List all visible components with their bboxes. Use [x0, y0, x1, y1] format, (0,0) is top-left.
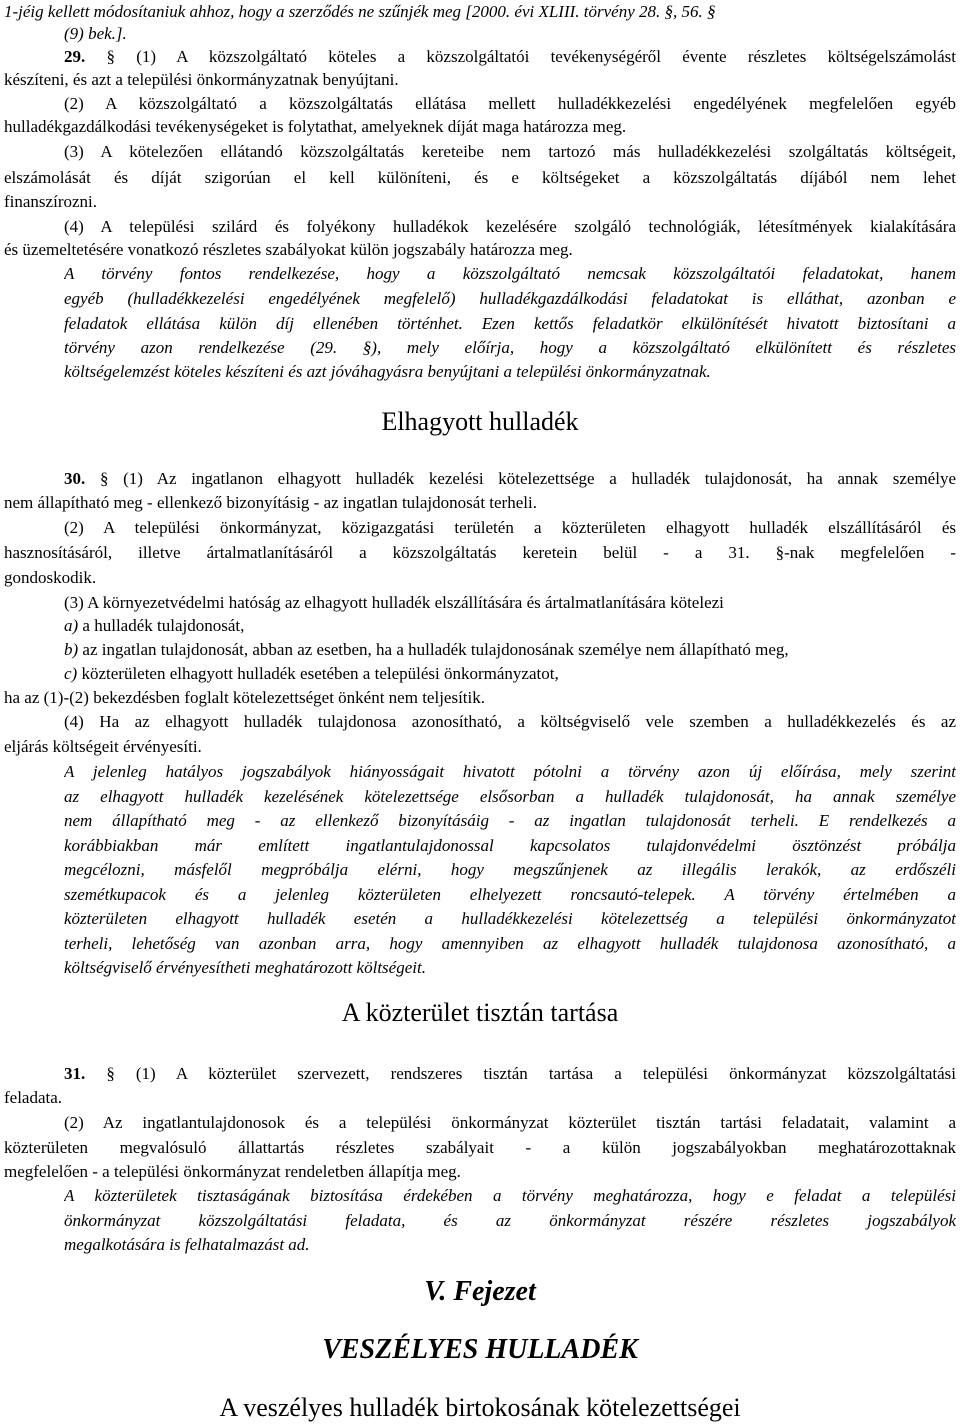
document-line: hasznosításáról, illetve ártalmatlanításáról a közszolgáltatás keretein belül - a 31. §-nak megfelelően - — [4, 543, 956, 562]
document-line: (3) A környezetvédelmi hatóság az elhagyott hulladék elszállítására és ártalmatlanítására kötelezi — [64, 593, 724, 612]
document-line: szemétkupacok és a jelenleg közterületen elhelyezett roncsautó-telepek. A törvény értelmében a — [64, 885, 956, 904]
section-heading: VESZÉLYES HULLADÉK — [322, 1334, 638, 1365]
section-heading: A közterület tisztán tartása — [341, 998, 619, 1027]
document-line: 29. § (1) A közszolgáltató köteles a közszolgáltatói tevékenységéről évente részletes költségelszámolást — [64, 47, 956, 66]
document-line: finanszírozni. — [4, 192, 97, 211]
document-line: közterületen megvalósuló állattartás részletes szabályait - a külön jogszabályokban meghatározottaknak — [4, 1138, 956, 1157]
document-line: hulladékgazdálkodási tevékenységeket is folytathat, amelyeknek díját maga határozza meg. — [4, 117, 627, 136]
document-line: költségviselő érvényesítheti meghatározott költségeit. — [64, 958, 426, 977]
document-line: (9) bek.]. — [64, 24, 127, 43]
document-line: feladatok ellátása külön díj ellenében történhet. Ezen kettős feladatkör elkülönítését hivatott biztosítani a — [64, 314, 956, 333]
document-line: A közterületek tisztaságának biztosítása érdekében a törvény meghatározza, hogy e feladat a települési — [64, 1186, 956, 1205]
document-line: terheli, lehetőség van azonban arra, hogy amennyiben az elhagyott hulladék tulajdonosa azonosítható, a — [64, 934, 956, 953]
document-line: megcélozni, másfelől megpróbálja elérni, hogy megszűnjenek az illegális lerakók, az erdőszéli — [64, 860, 956, 879]
document-line: és üzemeltetésére vonatkozó részletes szabályokat külön jogszabály határozza meg. — [4, 240, 573, 259]
document-line: közterületen elhagyott hulladék esetén a hulladékkezelési kötelezettség a települési önkormányzatot — [64, 909, 956, 928]
document-line: (3) A kötelezően ellátandó közszolgáltatás kereteibe nem tartozó más hulladékkezelési szolgáltatás költségeit, — [64, 142, 956, 161]
document-line: a) a hulladék tulajdonosát, — [64, 616, 245, 635]
section-heading: A veszélyes hulladék birtokosának kötelezettségei — [219, 1393, 741, 1422]
document-line: eljárás költségeit érvényesíti. — [4, 737, 202, 756]
document-line: egyéb (hulladékkezelési engedélyének megfelelő) hulladékgazdálkodási feladatokat is elláthat, azonban e — [64, 289, 956, 308]
document-line: b) az ingatlan tulajdonosát, abban az esetben, ha a hulladék tulajdonosának személye nem állapítható meg, — [64, 640, 789, 659]
document-line: elszámolását és díját szigorúan el kell különíteni, és e költségeket a közszolgáltatás díjából nem lehet — [4, 168, 956, 187]
document-line: feladata. — [4, 1088, 63, 1107]
document-line: A törvény fontos rendelkezése, hogy a közszolgáltató nemcsak közszolgáltatói feladatokat, hanem — [64, 264, 956, 283]
document-line: törvény azon rendelkezése (29. §), mely előírja, hogy a közszolgáltató elkülönített és részletes — [64, 338, 956, 357]
document-line: (4) A települési szilárd és folyékony hulladékok kezelésére szolgáló technológiák, létesítmények kialakítására — [64, 217, 956, 236]
document-line: 1-jéig kellett módosítaniuk ahhoz, hogy a szerződés ne szűnjék meg [2000. évi XLIII. törvény 28. §, 56. § — [4, 2, 716, 21]
document-line: ha az (1)-(2) bekezdésben foglalt kötelezettséget önként nem teljesítik. — [4, 688, 485, 707]
document-line: megalkotására is felhatalmazást ad. — [64, 1235, 310, 1254]
document-line: A jelenleg hatályos jogszabályok hiányosságait hivatott pótolni a törvény azon új előírása, mely szerint — [64, 762, 956, 781]
document-line: korábbiakban már említett ingatlantulajdonossal kapcsolatos tulajdonvédelmi ösztönzést próbálja — [64, 836, 956, 855]
document-line: c) közterületen elhagyott hulladék esetében a települési önkormányzatot, — [64, 664, 559, 683]
document-line: (2) Az ingatlantulajdonosok és a települési önkormányzat közterület tisztán tartási feladatait, valamint a — [64, 1113, 956, 1132]
document-line: (4) Ha az elhagyott hulladék tulajdonosa azonosítható, a költségviselő vele szemben a hulladékkezelés és az — [64, 712, 956, 731]
document-line: megfelelően - a települési önkormányzat rendeletben állapítja meg. — [4, 1162, 461, 1181]
document-line: (2) A közszolgáltató a közszolgáltatás ellátása mellett hulladékkezelési engedélyének megfelelően egyéb — [64, 94, 956, 113]
document-line: gondoskodik. — [4, 568, 97, 587]
document-line: (2) A települési önkormányzat, közigazgatási területén a közterületen elhagyott hulladék elszállításáról és — [64, 518, 956, 537]
document-line: 31. § (1) A közterület szervezett, rendszeres tisztán tartása a települési önkormányzat közszolgáltatási — [64, 1064, 956, 1083]
document-line: költségelemzést köteles készíteni és azt jóváhagyásra benyújtani a települési önkormányzatnak. — [64, 362, 711, 381]
document-line: az elhagyott hulladék kezelésének kötelezettsége elsősorban a hulladék tulajdonosát, ha annak személye — [64, 787, 956, 806]
document-line: önkormányzat közszolgáltatási feladata, és az önkormányzat részére részletes jogszabályok — [64, 1211, 956, 1230]
document-line: készíteni, és azt a települési önkormányzatnak benyújtani. — [4, 70, 399, 89]
section-heading: V. Fejezet — [424, 1276, 536, 1307]
document-line: nem állapítható meg - az ellenkező bizonyításáig - az ingatlan tulajdonosát terheli. E rendelkezés a — [64, 811, 956, 830]
document-line: nem állapítható meg - ellenkező bizonyításig - az ingatlan tulajdonosát terheli. — [4, 493, 537, 512]
document-line: 30. § (1) Az ingatlanon elhagyott hulladék kezelési kötelezettsége a hulladék tulajdonosát, ha annak személye — [64, 469, 956, 488]
section-heading: Elhagyott hulladék — [381, 407, 579, 436]
